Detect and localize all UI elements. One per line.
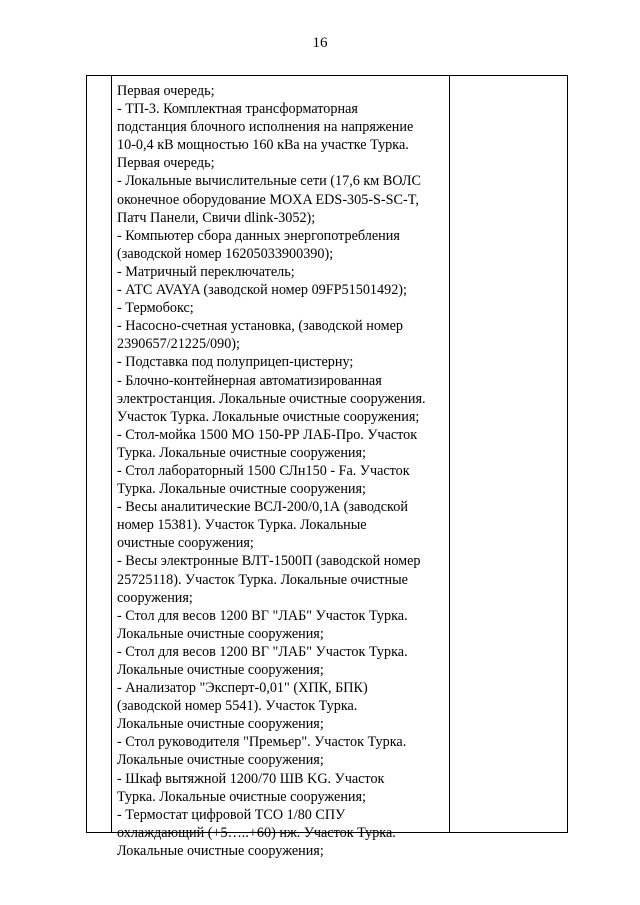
text-line: Патч Панели, Свичи dlink-3052); bbox=[117, 209, 316, 226]
text-line: 10-0,4 кВ мощностью 160 кВа на участке Турка. bbox=[117, 137, 409, 154]
text-line: 25725118). Участок Турка. Локальные очистные bbox=[117, 571, 408, 588]
text-line: Локальные очистные сооружения; bbox=[117, 752, 324, 769]
text-line: Турка. Локальные очистные сооружения; bbox=[117, 444, 366, 461]
text-line: Турка. Локальные очистные сооружения; bbox=[117, 481, 366, 498]
text-line: - Стол-мойка 1500 МО 150-РР ЛАБ-Про. Участок bbox=[117, 426, 418, 443]
text-line: Локальные очистные сооружения; bbox=[117, 625, 324, 642]
text-line: - Стол для весов 1200 ВГ "ЛАБ" Участок Турка. bbox=[117, 643, 408, 660]
text-line: - Стол руководителя "Премьер". Участок Турка. bbox=[117, 734, 407, 751]
text-line: Локальные очистные сооружения; bbox=[117, 842, 324, 859]
text-line: - Весы электронные ВЛТ-1500П (заводской номер bbox=[117, 553, 421, 570]
text-line: Турка. Локальные очистные сооружения; bbox=[117, 788, 366, 805]
text-line: оконечное оборудование MOXA EDS-305-S-SC-T, bbox=[117, 191, 419, 208]
page-number: 16 bbox=[312, 35, 328, 51]
text-line: подстанция блочного исполнения на напряжение bbox=[117, 119, 414, 136]
text-line: (заводской номер 16205033900390); bbox=[117, 245, 334, 262]
column-divider-left bbox=[111, 76, 112, 832]
equipment-list-cell bbox=[117, 82, 457, 860]
text-line: Локальные очистные сооружения; bbox=[117, 716, 324, 733]
text-line: - Локальные вычислительные сети (17,6 км ВОЛС bbox=[117, 173, 421, 190]
text-line: (заводской номер 5541). Участок Турка. bbox=[117, 698, 358, 715]
text-line: - Термостат цифровой ТСО 1/80 СПУ bbox=[117, 806, 346, 823]
text-line: - АТС AVAYA (заводской номер 09FP51501492); bbox=[117, 282, 407, 299]
text-line: очистные сооружения; bbox=[117, 535, 254, 552]
text-line: - Стол лабораторный 1500 СЛн150 - Fa. Участок bbox=[117, 462, 410, 479]
text-line: Локальные очистные сооружения; bbox=[117, 662, 324, 678]
text-line: - Анализатор "Эксперт-0,01" (ХПК, БПК) bbox=[117, 680, 368, 697]
document-table bbox=[86, 75, 568, 859]
text-line: электростанция. Локальные очистные сооружения. bbox=[117, 390, 426, 407]
text-line: 2390657/21225/090); bbox=[117, 336, 240, 353]
text-line: - Матричный переключатель; bbox=[117, 263, 295, 280]
text-line: - Компьютер сбора данных энергопотребления bbox=[117, 227, 400, 244]
text-line: - Термобокс; bbox=[117, 300, 194, 317]
text-line: - Стол для весов 1200 ВГ "ЛАБ" Участок Турка. bbox=[117, 607, 408, 624]
text-line: Первая очередь; bbox=[117, 83, 215, 99]
text-line: Участок Турка. Локальные очистные сооружения; bbox=[117, 408, 420, 425]
text-line: - Блочно-контейнерная автоматизированная bbox=[117, 372, 382, 389]
text-line: - ТП-3. Комплектная трансформаторная bbox=[117, 101, 358, 118]
text-line: сооружения; bbox=[117, 589, 193, 606]
text-line: - Шкаф вытяжной 1200/70 ШВ KG. Участок bbox=[117, 770, 385, 787]
text-line: Первая очередь; bbox=[117, 155, 215, 172]
text-line: - Подставка под полуприцеп-цистерну; bbox=[117, 354, 354, 371]
text-line: охлаждающий (+5…..+60) нж. Участок Турка. bbox=[117, 824, 396, 841]
text-line: - Насосно-счетная установка, (заводской номер bbox=[117, 318, 404, 335]
text-line: - Весы аналитические ВСЛ-200/0,1А (заводской bbox=[117, 499, 408, 516]
text-line: номер 15381). Участок Турка. Локальные bbox=[117, 517, 367, 534]
